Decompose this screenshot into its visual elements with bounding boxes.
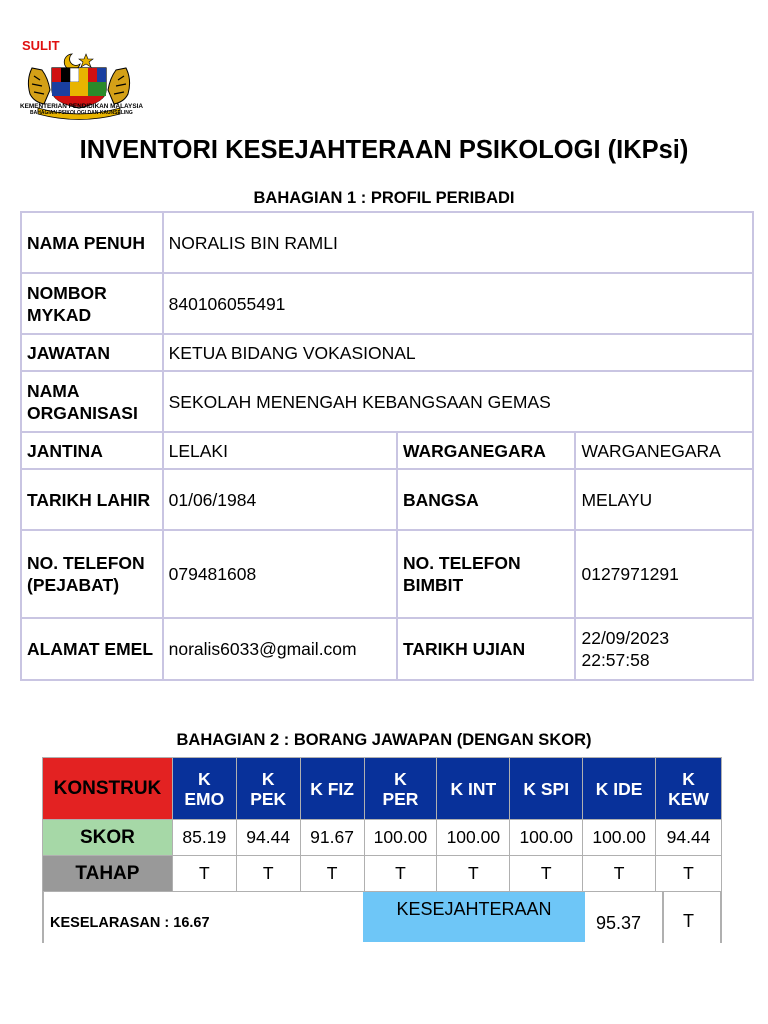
bangsa-label: BANGSA [397, 469, 576, 530]
tahap-divider [662, 891, 664, 943]
row-mykad [21, 273, 753, 334]
kesejahteraan-tahap: T [683, 911, 694, 931]
konstruk-row [43, 758, 722, 820]
organisasi-value: SEKOLAH MENENGAH KEBANGSAAN GEMAS [163, 371, 753, 432]
tarikh-ujian-label: TARIKH UJIAN [397, 618, 576, 680]
row-jawatan [21, 334, 753, 371]
ministry-name [20, 103, 160, 117]
emel-label: ALAMAT EMEL [21, 618, 163, 680]
division-label: BAHAGIAN PSIKOLOGI DAN KAUNSELING [30, 110, 133, 116]
tahap-kew: T [656, 856, 722, 892]
col-header-emo: K EMO [172, 758, 236, 820]
nama-label: NAMA PENUH [21, 212, 163, 273]
tahap-int: T [437, 856, 510, 892]
jawatan-label: JAWATAN [21, 334, 163, 371]
profile-table [20, 211, 754, 681]
tel-bimbit-label: NO. TELEFON BIMBIT [397, 530, 576, 618]
page-title: INVENTORI KESEJAHTERAAN PSIKOLOGI (IKPsi) [79, 136, 689, 164]
kesejahteraan-label: KESEJAHTERAAN [363, 892, 585, 942]
row-tarikh-lahir [21, 469, 753, 530]
tarikh-lahir-value: 01/06/1984 [163, 469, 397, 530]
row-jantina [21, 432, 753, 469]
bangsa-value: MELAYU [575, 469, 753, 530]
skor-row [43, 820, 722, 856]
row-nama [21, 212, 753, 273]
emel-value: noralis6033@gmail.com [163, 618, 397, 680]
nama-value: NORALIS BIN RAMLI [163, 212, 753, 273]
kesejahteraan-score: 95.37 [596, 913, 642, 933]
jawatan-value: KETUA BIDANG VOKASIONAL [163, 334, 753, 371]
classification-label: SULIT [22, 38, 60, 53]
jantina-label: JANTINA [21, 432, 163, 469]
skor-per: 100.00 [364, 820, 437, 856]
col-header-spi: K SPI [510, 758, 583, 820]
skor-fiz: 91.67 [300, 820, 364, 856]
right-divider [720, 891, 722, 943]
warganegara-label: WARGANEGARA [397, 432, 576, 469]
tel-pejabat-label: NO. TELEFON (PEJABAT) [21, 530, 163, 618]
tarikh-ujian-value [575, 618, 753, 680]
left-divider [42, 891, 44, 943]
keselarasan-label: KESELARASAN : 16.67 [50, 915, 210, 931]
col-header-per: K PER [364, 758, 437, 820]
skor-pek: 94.44 [236, 820, 300, 856]
tel-pejabat-value: 079481608 [163, 530, 397, 618]
tarikh-ujian-time: 22:57:58 [581, 650, 650, 670]
row-emel [21, 618, 753, 680]
mykad-label: NOMBOR MYKAD [21, 273, 163, 334]
tahap-emo: T [172, 856, 236, 892]
tahap-pek: T [236, 856, 300, 892]
tahap-per: T [364, 856, 437, 892]
mykad-value: 840106055491 [163, 273, 753, 334]
tel-bimbit-value: 0127971291 [575, 530, 753, 618]
skor-spi: 100.00 [510, 820, 583, 856]
warganegara-value: WARGANEGARA [575, 432, 753, 469]
col-header-fiz: K FIZ [300, 758, 364, 820]
jantina-value: LELAKI [163, 432, 397, 469]
ministry-label: KEMENTERIAN PENDIDIKAN MALAYSIA [20, 103, 143, 110]
tarikh-lahir-label: TARIKH LAHIR [21, 469, 163, 530]
section2-heading: BAHAGIAN 2 : BORANG JAWAPAN (DENGAN SKOR) [176, 731, 592, 749]
tahap-fiz: T [300, 856, 364, 892]
tahap-label: TAHAP [43, 856, 173, 892]
konstruk-label: KONSTRUK [43, 758, 173, 820]
tarikh-ujian-date: 22/09/2023 [581, 628, 670, 648]
col-header-pek: K PEK [236, 758, 300, 820]
tahap-spi: T [510, 856, 583, 892]
score-table [42, 757, 722, 892]
organisasi-label: NAMA ORGANISASI [21, 371, 163, 432]
skor-int: 100.00 [437, 820, 510, 856]
tahap-row [43, 856, 722, 892]
section1-heading: BAHAGIAN 1 : PROFIL PERIBADI [253, 189, 515, 207]
skor-emo: 85.19 [172, 820, 236, 856]
col-header-ide: K IDE [583, 758, 656, 820]
col-header-kew: K KEW [656, 758, 722, 820]
col-header-int: K INT [437, 758, 510, 820]
skor-ide: 100.00 [583, 820, 656, 856]
skor-label: SKOR [43, 820, 173, 856]
tahap-ide: T [583, 856, 656, 892]
row-organisasi [21, 371, 753, 432]
skor-kew: 94.44 [656, 820, 722, 856]
row-telefon [21, 530, 753, 618]
